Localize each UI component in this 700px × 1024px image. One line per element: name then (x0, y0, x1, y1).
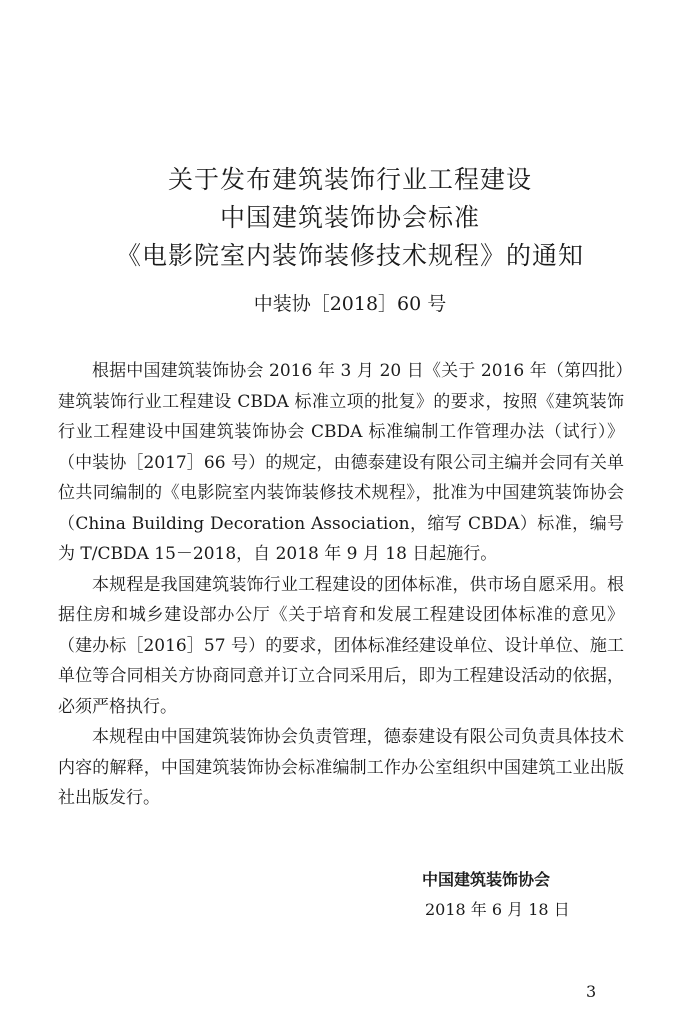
document-number: 中装协［2018］60 号 (253, 293, 447, 315)
paragraph-2: 本规程是我国建筑装饰行业工程建设的团体标准，供市场自愿采用。根据住房和城乡建设部办公厅《关于培育和发展工程建设团体标准的意见》（建办标［2016］57 号）的要求，团体标准经建设单位、设计单位、施工单位等合同相关方协商同意并订立合同采用后，即为工程建设活动的依据，必须严格执行。 (58, 574, 624, 717)
title-line-3: 《电影院室内装饰装修技术规程》的通知 (115, 241, 584, 270)
issuer-signature: 中国建筑装饰协会 (422, 870, 551, 889)
title-line-2: 中国建筑装饰协会标准 (219, 203, 480, 232)
body-text (58, 356, 624, 814)
title-line-1: 关于发布建筑装饰行业工程建设 (167, 165, 532, 194)
paragraph-3: 本规程由中国建筑装饰协会负责管理，德泰建设有限公司负责具体技术内容的解释，中国建筑装饰协会标准编制工作办公室组织中国建筑工业出版社出版发行。 (58, 727, 624, 808)
page-number: 3 (586, 982, 597, 1001)
paragraph-1: 根据中国建筑装饰协会 2016 年 3 月 20 日《关于 2016 年（第四批）建筑装饰行业工程建设 CBDA 标准立项的批复》的要求，按照《建筑装饰行业工程建设中国建筑装饰协会 CBDA 标准编制工作管理办法（试行）》（中装协［2017］66 号）的规定，由德泰建设有限公司主编并会同有关单位共同编制的《电影院室内装饰装修技术规程》，批准为中国建筑装饰协会（China Building Decoration Association，缩写 CBDA）标准，编号为 T/CBDA 15－2018，自 2018 年 9 月 18 日起施行。 (58, 361, 624, 564)
issue-date: 2018 年 6 月 18 日 (425, 900, 570, 919)
